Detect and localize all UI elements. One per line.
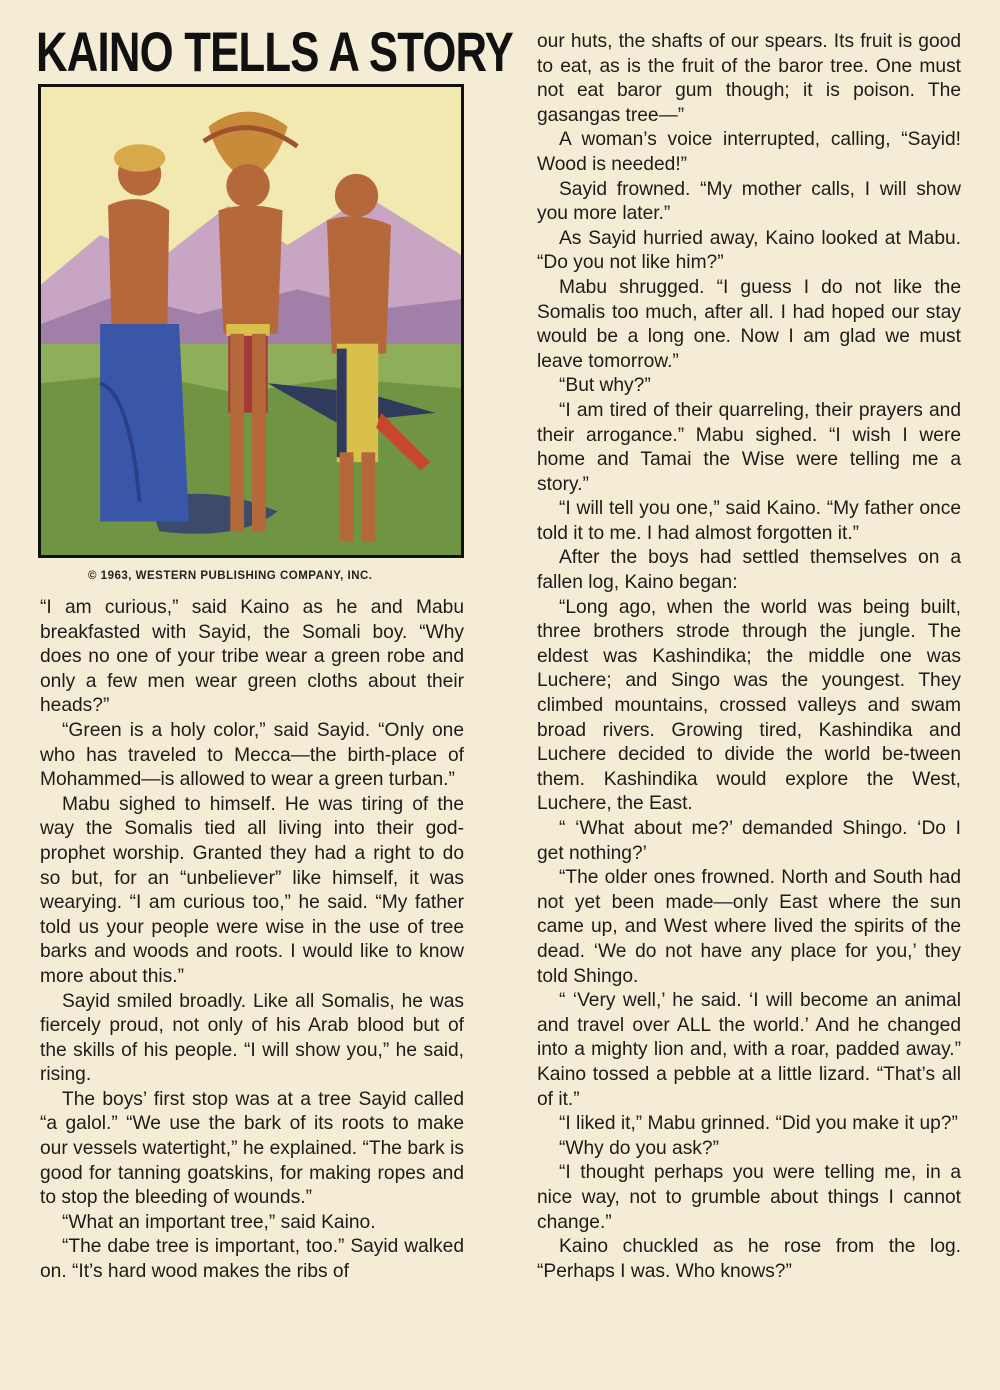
paragraph: After the boys had settled themselves on a fallen log, Kaino began:	[537, 547, 961, 594]
paragraph: Mabu shrugged. “I guess I do not like the Somalis too much, after all. I had hoped our stay would be a long one. Now I am glad we must leave tomorrow.”	[537, 276, 961, 372]
paragraph: our huts, the shafts of our spears. Its fruit is good to eat, as is the fruit of the baror tree. One must not eat baror gum though; it is poison. The gasangas tree—”	[537, 31, 961, 126]
paragraph: As Sayid hurried away, Kaino looked at Mabu. “Do you not like him?”	[537, 227, 961, 274]
story-illustration	[38, 84, 464, 558]
paragraph: “What an important tree,” said Kaino.	[62, 1211, 376, 1233]
paragraph: “I thought perhaps you were telling me, in a nice way, not to grumble about things I cannot change.”	[537, 1162, 961, 1233]
paragraph: Mabu sighed to himself. He was tiring of the way the Somalis tied all living into their god-prophet worship. Granted they had a right to do so but, for an “unbeliever” like himself, it was wearying. “I am curious too,” he said. “My father told us your people were wise in the use of tree barks and woods and roots. I would like to know more about this.”	[40, 793, 464, 987]
paragraph: “I am curious,” said Kaino as he and Mabu breakfasted with Sayid, the Somali boy. “Why does no one of your tribe wear a green robe and only a few men wear green cloths about their heads?”	[40, 597, 464, 717]
paragraph: A woman’s voice interrupted, calling, “Sayid! Wood is needed!”	[537, 129, 961, 175]
left-text-column	[40, 596, 464, 1285]
illustration-art	[41, 87, 461, 555]
paragraph: “I am tired of their quarreling, their prayers and their arrogance.” Mabu sighed. “I wish I were home and Tamai the Wise were telling me a story.”	[537, 399, 961, 495]
paragraph: “But why?”	[559, 375, 651, 397]
paragraph: “Why do you ask?”	[559, 1137, 719, 1159]
story-title: KAINO TELLS A STORY	[36, 20, 514, 83]
paragraph: “ ‘What about me?’ demanded Shingo. ‘Do I get nothing?’	[537, 818, 961, 864]
paragraph: Kaino chuckled as he rose from the log. “Perhaps I was. Who knows?”	[537, 1236, 961, 1282]
paragraph: “I will tell you one,” said Kaino. “My father once told it to me. I had almost forgotten it.”	[537, 498, 961, 544]
paragraph: Sayid frowned. “My mother calls, I will show you more later.”	[537, 178, 961, 225]
paragraph: “The older ones frowned. North and South had not yet been made—only East where the sun came up, and West where lived the spirits of the dead. ‘We do not have any place for you,’ they told Shingo.	[537, 867, 961, 987]
paragraph: “ ‘Very well,’ he said. ‘I will become an animal and travel over ALL the world.’ And he changed into a mighty lion and, with a roar, padded away.” Kaino tossed a pebble at a little lizard. “That’s all of it.”	[537, 990, 961, 1110]
right-text-column	[537, 30, 961, 1284]
paragraph: “I liked it,” Mabu grinned. “Did you make it up?”	[559, 1113, 958, 1135]
paragraph: Sayid smiled broadly. Like all Somalis, he was fiercely proud, not only of his Arab blood but of the skills of his people. “I will show you,” he said, rising.	[40, 990, 464, 1086]
paragraph: “Long ago, when the world was being built, three brothers strode through the jungle. The eldest was Kashindika; the middle one was Luchere; and Singo was the youngest. They climbed mountains, crossed valleys and swam broad rivers. Growing tired, Kashindika and Luchere decided to divide the world be-tween them. Kashindika would explore the West, Luchere, the East.	[537, 596, 961, 815]
paragraph: “Green is a holy color,” said Sayid. “Only one who has traveled to Mecca—the birth-place of Mohammed—is allowed to wear a green turban.”	[40, 719, 464, 791]
copyright-notice: © 1963, WESTERN PUBLISHING COMPANY, INC.	[88, 570, 373, 582]
paragraph: “The dabe tree is important, too.” Sayid walked on. “It’s hard wood makes the ribs of	[40, 1236, 464, 1283]
paragraph: The boys’ first stop was at a tree Sayid called “a galol.” “We use the bark of its roots to make our vessels watertight,” he explained. “The bark is good for tanning goatskins, for making ropes and to stop the bleeding of wounds.”	[40, 1088, 464, 1209]
